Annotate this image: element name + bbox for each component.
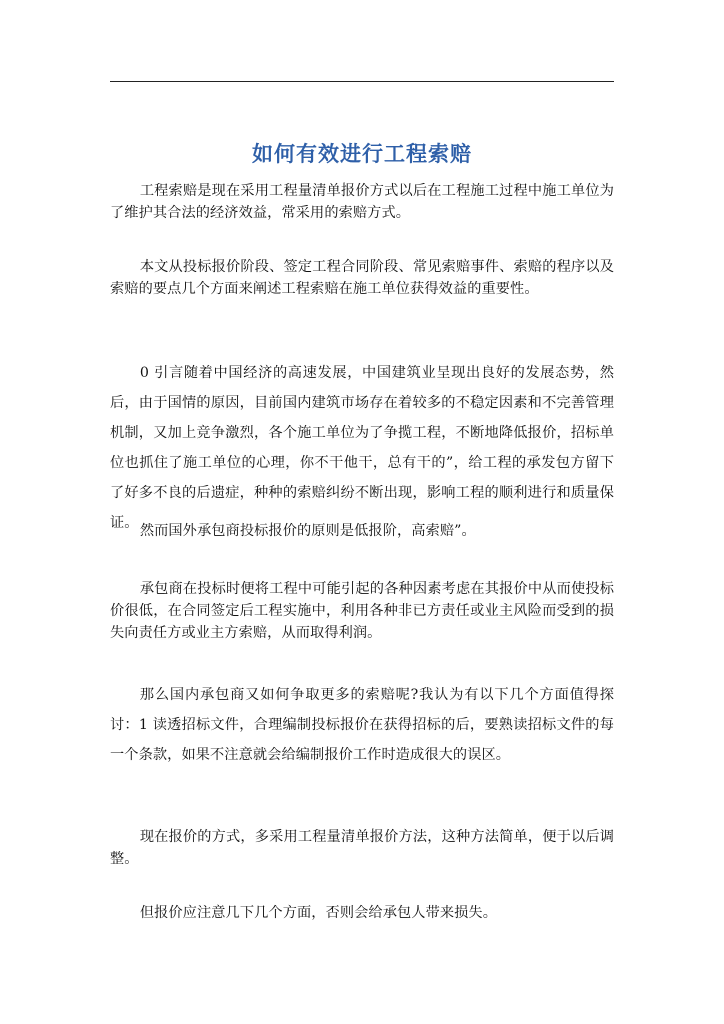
document-title: 如何有效进行工程索赔 bbox=[252, 141, 472, 166]
header-rule bbox=[110, 81, 614, 82]
paragraph-6: 那么国内承包商又如何争取更多的索赔呢?我认为有以下几个方面值得探讨：1 读透招标文件，合理编制投标报价在获得招标的后，要熟读招标文件的每一个条款，如果不注意就会给编制报价工作时造成很大的误区。 bbox=[110, 687, 614, 763]
paragraph-2: 本文从投标报价阶段、签定工程合同阶段、常见索赔事件、索赔的程序以及索赔的要点几个方面来阐述工程索赔在施工单位获得效益的重要性。 bbox=[110, 259, 614, 297]
paragraph-7: 现在报价的方式，多采用工程量清单报价方法，这种方法简单，便于以后调整。 bbox=[110, 829, 614, 867]
paragraph-1: 工程索赔是现在采用工程量清单报价方式以后在工程施工过程中施工单位为了维护其合法的经济效益，常采用的索赔方式。 bbox=[110, 183, 614, 221]
paragraph-5: 承包商在投标时便将工程中可能引起的各种因素考虑在其报价中从而使投标价很低，在合同签定后工程实施中，利用各种非已方责任或业主风险而受到的损失向责任方或业主方索赔，从而取得利润。 bbox=[110, 581, 614, 641]
paragraph-4: 然而国外承包商投标报价的原则是低报阶，高索赔”。 bbox=[139, 523, 476, 539]
paragraph-3: 0 引言随着中国经济的高速发展，中国建筑业呈现出良好的发展态势，然后，由于国情的原因，目前国内建筑市场存在着较多的不稳定因素和不完善管理机制，又加上竞争激烈，各个施工单位为了争揽工程，不断地降低报价，招标单位也抓住了施工单位的心理，你不干他干，总有干的”，给工程的承发包方留下了好多不良的后遗症，种种的索赔纠纷不断出现，影响工程的顺利进行和质量保证。 bbox=[110, 365, 614, 531]
paragraph-8: 但报价应注意几下几个方面，否则会给承包人带来损失。 bbox=[139, 905, 498, 921]
